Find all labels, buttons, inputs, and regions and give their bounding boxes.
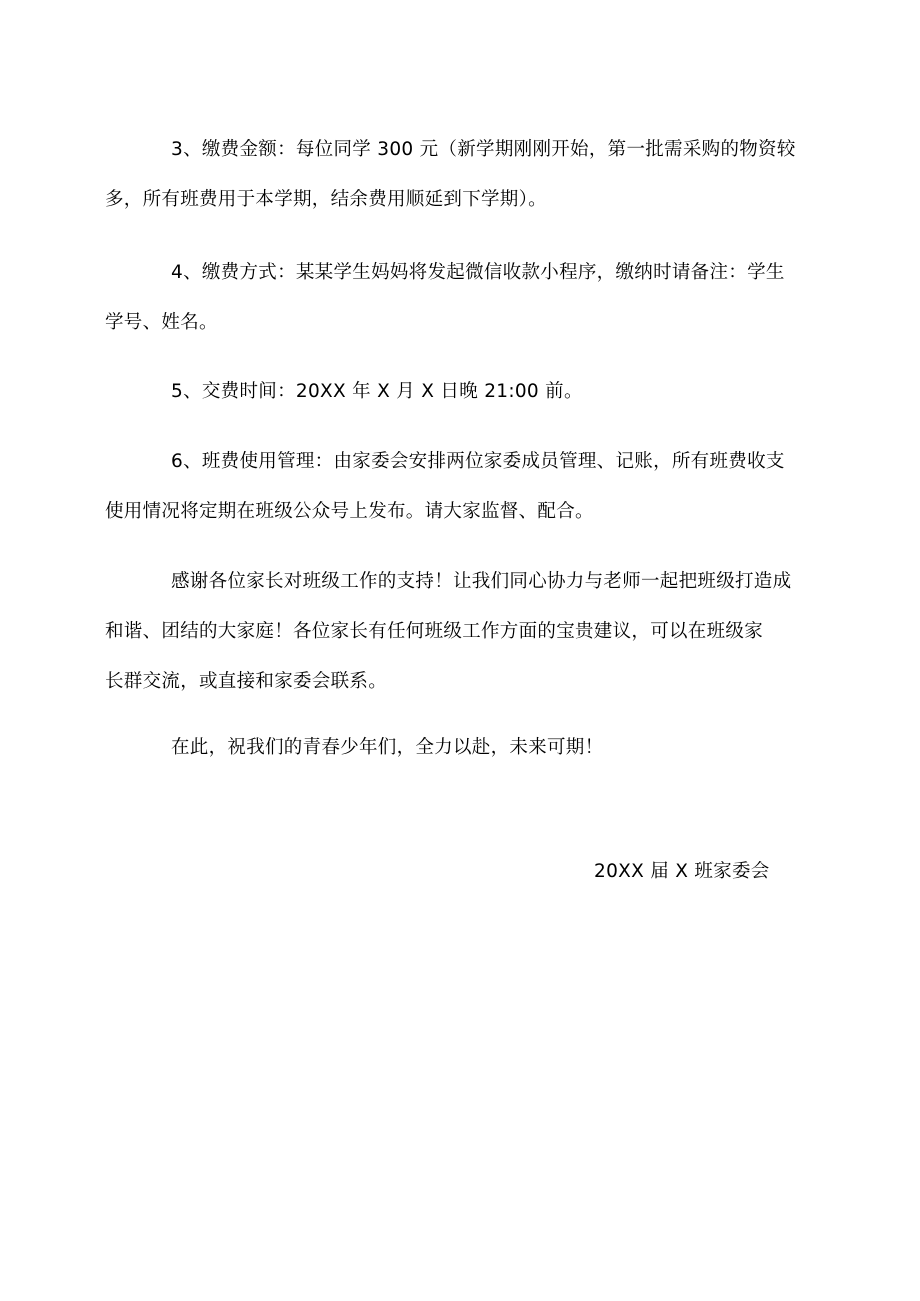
paragraph-line: 3、缴费金额：每位同学 300 元（新学期刚刚开始，第一批需采购的物资较 [171,139,796,160]
paragraph-line: 和谐、团结的大家庭！各位家长有任何班级工作方面的宝贵建议，可以在班级家 [105,621,764,642]
paragraph-line: 学号、姓名。 [105,312,218,333]
item-payment-deadline [138,367,788,417]
item-fund-management [105,437,788,537]
signature: 20XX 届 X 班家委会 [594,861,770,882]
paragraph-line: 5、交费时间：20XX 年 X 月 X 日晚 21:00 前。 [171,381,583,402]
paragraph-line: 在此，祝我们的青春少年们，全力以赴，未来可期！ [171,737,604,758]
thanks-paragraph [105,557,792,707]
paragraph-line: 多，所有班费用于本学期，结余费用顺延到下学期）。 [105,189,547,210]
paragraph-line: 长群交流，或直接和家委会联系。 [105,671,388,692]
item-payment-amount [105,125,796,225]
closing-wish [138,723,788,773]
paragraph-line: 使用情况将定期在班级公众号上发布。请大家监督、配合。 [105,501,594,522]
paragraph-line: 6、班费使用管理：由家委会安排两位家委成员管理、记账，所有班费收支 [171,451,785,472]
paragraph-line: 感谢各位家长对班级工作的支持！让我们同心协力与老师一起把班级打造成 [171,571,792,592]
paragraph-line: 4、缴费方式：某某学生妈妈将发起微信收款小程序，缴纳时请备注：学生 [171,262,785,283]
item-payment-method [105,248,788,348]
